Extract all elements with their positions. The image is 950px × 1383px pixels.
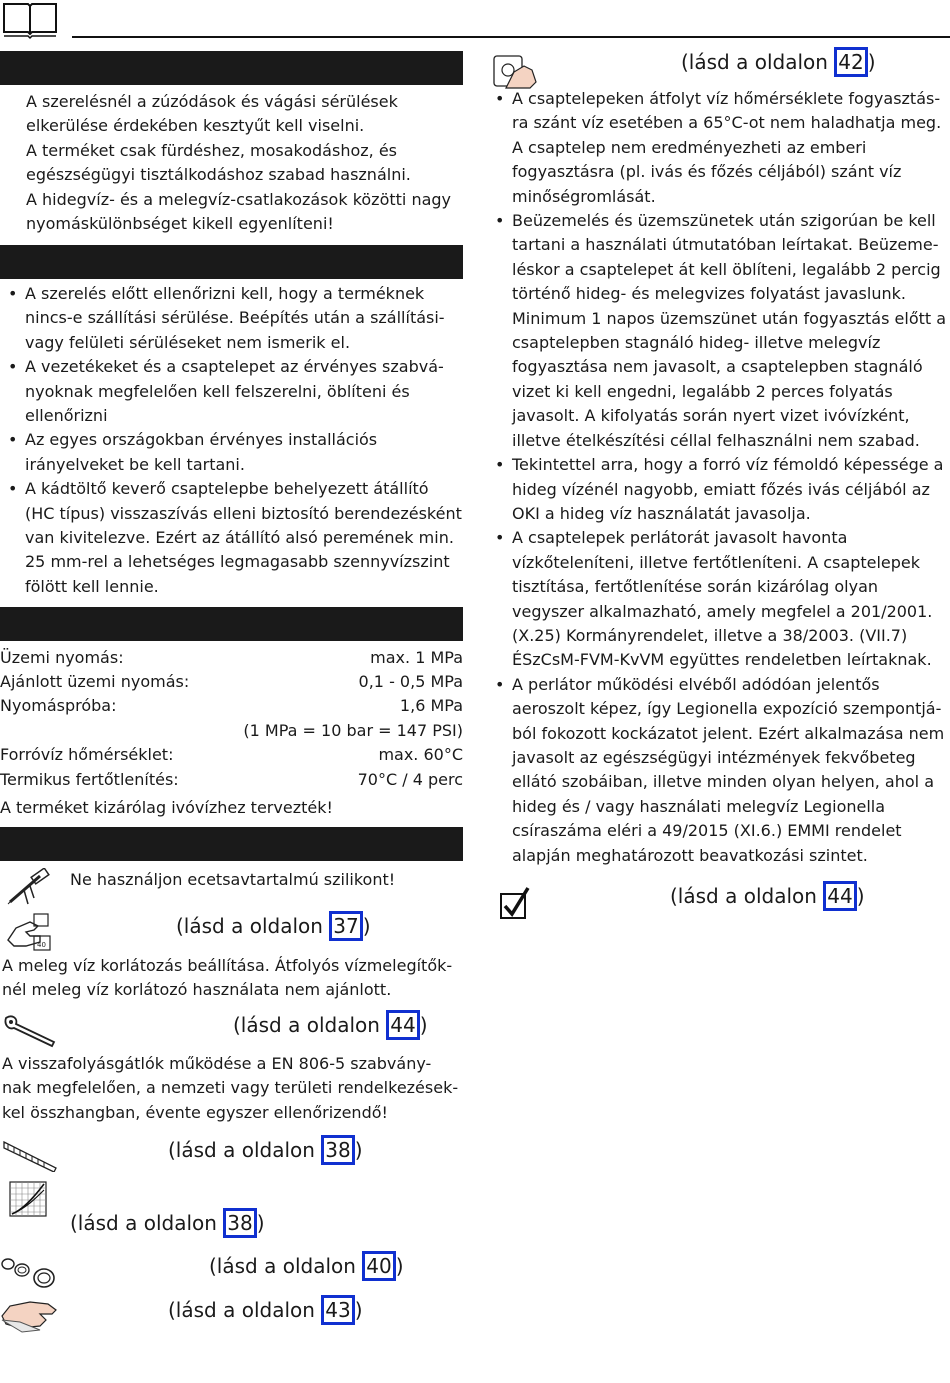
page-number-link[interactable]: 37 — [329, 911, 362, 941]
page-number-link[interactable]: 44 — [823, 881, 856, 911]
list-item: • A vezetékeket és a csaptelepet az érvényes szabvá-nyoknak megfelelően kell felszerelni, öblíteni és ellenőrizni — [2, 355, 463, 428]
silicone-warning: Ne használjon ecetsavtartalmú szilikont! — [70, 870, 396, 889]
flow-chart-icon — [8, 1180, 50, 1218]
text-line: egészségügyi tisztálkodáshoz szabad használni. — [26, 165, 411, 185]
text-line: nak megfelelően, a nemzeti vagy területi rendelkezések- — [2, 1078, 459, 1098]
usage-notes-list — [489, 87, 949, 868]
hot-water-limit-text — [2, 954, 463, 1003]
section-bar-safety — [0, 51, 463, 85]
wrench-icon — [2, 1012, 60, 1050]
page-reference: (lásd a oldalon 37 ) — [176, 911, 371, 941]
section-bar-mounting — [0, 827, 463, 861]
page-number-link[interactable]: 38 — [223, 1208, 256, 1238]
backflow-text — [2, 1052, 463, 1125]
header-rule — [72, 36, 950, 38]
list-item: • A csaptelepek perlátorát javasolt havonta vízkőteleníteni, illetve fertőtleníteni. A csaptelepek tisztítása, fertőtlenítése során kizárólag olyan vegyszer alkalmazható, amely megfelel a 201/2001. (X.25) Kormányrendelet, illetve a 38/2003. (VII.7) ÉSzCsM-FVM-KvVM együttes rendeletben leírtaknak. — [489, 526, 949, 672]
page-number-link[interactable]: 44 — [386, 1010, 419, 1040]
page-reference: (lásd a oldalon 44 ) — [233, 1010, 428, 1040]
ruler-icon — [2, 1136, 58, 1172]
page-reference: (lásd a oldalon 42 ) — [681, 47, 876, 77]
list-item: • A kádtöltő keverő csaptelepbe behelyezett átállító (HC típus) visszaszívás elleni biztosító berendezésként van kivitelezve. Ezért az átállító alsó peremének min. 25 mm-rel a lehetséges legmagasabb szennyvízszint fölött kell lennie. — [2, 477, 463, 599]
safety-text — [26, 90, 463, 236]
page-number-link[interactable]: 38 — [321, 1135, 354, 1165]
list-item: • A perlátor működési elvéből adódóan jelentős aeroszolt képez, így Legionella expozíció szempontjá-ból fokozott kockázatot jelent. Ezért alkalmazása nem javasolt az egészségügyi intézmények fekvőbeteg ellátó szobáiban, illetve minden olyan helyen, ahol a hideg és / vagy használati melegvíz Legionella csíraszáma eléri a 49/2015 (XI.6.) EMMI rendelet alapján meghatározott beavatkozási szintet. — [489, 673, 949, 868]
page-number-link[interactable]: 42 — [834, 47, 867, 77]
cleaning-hand-icon — [0, 1296, 58, 1334]
section-bar-installation — [0, 245, 463, 279]
checkbox-check-icon — [498, 884, 534, 922]
text-line: nél meleg víz korlátozó használata nem ajánlott. — [2, 980, 392, 1000]
text-line: A hidegvíz- és a melegvíz-csatlakozások közötti nagy — [26, 189, 452, 209]
page-reference: (lásd a oldalon 38 ) — [168, 1135, 363, 1165]
list-item: • A csaptelepeken átfolyt víz hőmérséklete fogyasztás-ra szánt víz esetében a 65°C-ot nem haladhatja meg. A csaptelep nem eredményezheti az emberi fogyasztásra (pl. ivás és főzés céljából) szánt víz minőségromlását. — [489, 87, 949, 209]
installation-list — [2, 282, 463, 599]
page-reference: (lásd a oldalon 38 ) — [70, 1208, 265, 1238]
list-item: • Tekintettel arra, hogy a forró víz fémoldó képessége a hideg vízénél nagyobb, emiatt főzés ivás céljából az OKI a hideg víz használatát javasolja. — [489, 453, 949, 526]
page-reference: (lásd a oldalon 43 ) — [168, 1295, 363, 1325]
page-reference: (lásd a oldalon 40 ) — [209, 1251, 404, 1281]
hand-on-tap-icon — [490, 52, 540, 90]
text-line: A meleg víz korlátozás beállítása. Átfolyós vízmelegítők- — [2, 956, 453, 975]
text-line: A szerelésnél a zúzódások és vágási sérülések — [26, 92, 398, 111]
text-line: nyomáskülönbséget kikell egyenlíteni! — [26, 214, 334, 234]
page-number-link[interactable]: 43 — [321, 1295, 354, 1325]
page-number-link[interactable]: 40 — [362, 1251, 395, 1281]
text-line: A visszafolyásgátlók működése a EN 806-5 szabvány- — [2, 1054, 432, 1073]
page-reference: (lásd a oldalon 44 ) — [670, 881, 865, 911]
text-line: elkerülése érdekében kesztyűt kell viselni. — [26, 116, 365, 136]
section-bar-technical-data — [0, 607, 463, 641]
list-item: • Az egyes országokban érvényes installációs irányelveket be kell tartani. — [2, 428, 463, 477]
silicone-gun-icon — [6, 868, 54, 906]
hand-adjust-icon — [4, 910, 54, 952]
list-item: • A szerelés előtt ellenőrizni kell, hogy a terméknek nincs-e szállítási sérülése. Beépítés után a szállítási-vagy felületi sérüléseket nem ismerik el. — [2, 282, 463, 355]
text-line: kel összhangban, évente egyszer ellenőrizendő! — [2, 1102, 388, 1122]
list-item: • Beüzemelés és üzemszünetek után szigorúan be kell tartani a használati útmutatóban leírtakat. Beüzeme-léskor a csaptelepet át kell öblíteni, legalább 2 percig történő hideg- és melegvizes folyatást javaslunk. Minimum 1 napos üzemszünet után fogyasztás előtt a csaptelepben stagnáló hideg- illetve melegvíz fogyasztása nem javasolt, a csaptelepben stagnáló vizet ki kell engedni, legalább 2 perces folyatás javasolt. A kifolyatás során nyert vizet ivóvízként, illetve ételkészítési céllal felhasználni nem szabad. — [489, 209, 949, 453]
aerator-parts-icon — [0, 1254, 58, 1290]
book-icon — [2, 0, 58, 40]
svg-text:40: 40 — [37, 941, 46, 949]
text-line: A terméket csak fürdéshez, mosakodáshoz, és — [26, 140, 397, 160]
